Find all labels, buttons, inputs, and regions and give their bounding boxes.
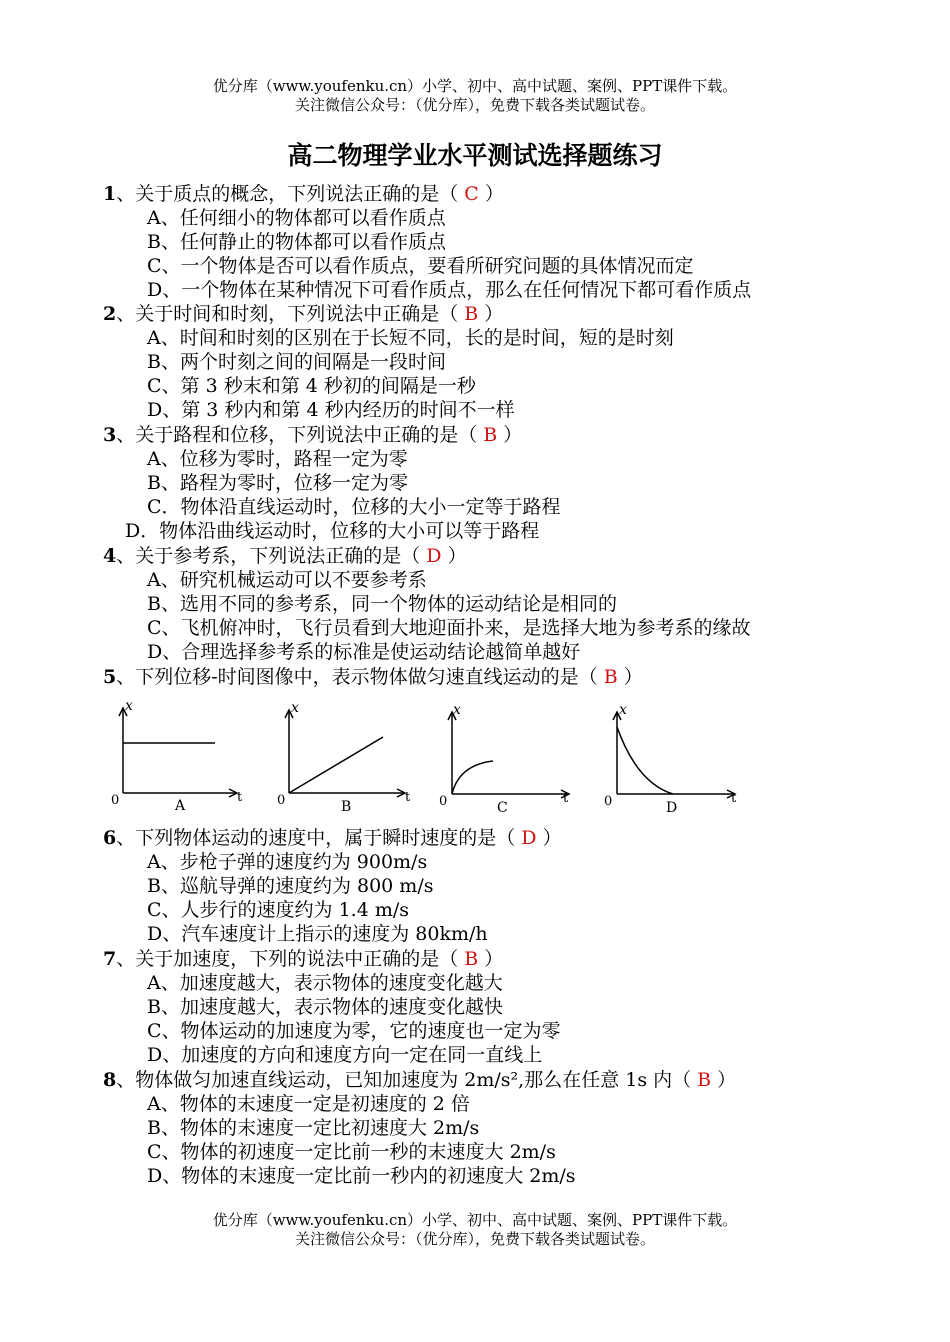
option-2d: D、第 3 秒内和第 4 秒内经历的时间不一样 bbox=[147, 399, 515, 421]
answer-4: D bbox=[426, 545, 442, 567]
graph-d-label: D bbox=[666, 800, 678, 816]
answer-7: B bbox=[464, 948, 479, 970]
graph-a-y-label: x bbox=[125, 698, 133, 714]
option-6c: C、人步行的速度约为 1.4 m/s bbox=[147, 899, 410, 921]
answer-8: B bbox=[697, 1069, 712, 1091]
option-1a: A、任何细小的物体都可以看作质点 bbox=[147, 207, 446, 229]
answer-2: B bbox=[464, 303, 479, 325]
question-5: 5、下列位移-时间图像中，表示物体做匀速直线运动的是（ B ） bbox=[103, 666, 643, 688]
option-8a: A、物体的末速度一定是初速度的 2 倍 bbox=[147, 1093, 470, 1115]
graph-d bbox=[613, 712, 735, 798]
graph-a bbox=[119, 708, 237, 797]
graph-c-label: C bbox=[497, 800, 508, 816]
option-3a: A、位移为零时，路程一定为零 bbox=[147, 448, 408, 470]
graph-c bbox=[448, 712, 569, 798]
graph-c-origin: 0 bbox=[439, 794, 448, 809]
option-4d: D、合理选择参考系的标准是使运动结论越简单越好 bbox=[147, 641, 581, 663]
answer-1: C bbox=[464, 183, 479, 205]
option-4b: B、选用不同的参考系，同一个物体的运动结论是相同的 bbox=[147, 593, 617, 615]
graph-d-y-label: x bbox=[619, 702, 627, 718]
page-title: 高二物理学业水平测试选择题练习 bbox=[287, 141, 663, 170]
graph-d-curve bbox=[617, 727, 673, 794]
header-line-2: 关注微信公众号：（优分库），免费下载各类试题试卷。 bbox=[294, 96, 655, 114]
graph-b-x-label: t bbox=[405, 790, 411, 805]
graph-d-origin: 0 bbox=[604, 794, 613, 809]
option-8c: C、物体的初速度一定比前一秒的末速度大 2m/s bbox=[147, 1141, 556, 1163]
answer-5: B bbox=[603, 666, 618, 688]
graph-b-line bbox=[289, 737, 383, 793]
option-8d: D、物体的末速度一定比前一秒内的初速度大 2m/s bbox=[147, 1165, 576, 1187]
option-6d: D、汽车速度计上指示的速度为 80km/h bbox=[147, 923, 488, 945]
question-2: 2、关于时间和时刻，下列说法中正确是（ B ） bbox=[103, 303, 504, 325]
graph-b bbox=[285, 710, 405, 797]
option-3b: B、路程为零时，位移一定为零 bbox=[147, 472, 408, 494]
question-8: 8、物体做匀加速直线运动，已知加速度为 2m/s²,那么在任意 1s 内（ B ） bbox=[103, 1069, 737, 1091]
question-7: 7、关于加速度，下列的说法中正确的是（ B ） bbox=[103, 948, 504, 970]
option-8b: B、物体的末速度一定比初速度大 2m/s bbox=[147, 1117, 480, 1139]
graph-a-label: A bbox=[175, 798, 186, 814]
answer-6: D bbox=[521, 827, 537, 849]
option-6b: B、巡航导弹的速度约为 800 m/s bbox=[147, 875, 434, 897]
graph-b-label: B bbox=[341, 799, 352, 815]
option-7c: C、物体运动的加速度为零，它的速度也一定为零 bbox=[147, 1020, 561, 1042]
graph-c-curve bbox=[452, 761, 493, 794]
option-2b: B、两个时刻之间的间隔是一段时间 bbox=[147, 351, 446, 373]
question-3: 3、关于路程和位移，下列说法中正确的是（ B ） bbox=[103, 424, 523, 446]
graph-b-y-label: x bbox=[291, 700, 299, 716]
graph-a-origin: 0 bbox=[111, 793, 120, 808]
xt-graphs-svg bbox=[103, 697, 753, 827]
graph-a-x-label: t bbox=[237, 790, 243, 805]
option-1c: C、一个物体是否可以看作质点，要看所研究问题的具体情况而定 bbox=[147, 255, 694, 277]
graph-c-x-label: t bbox=[563, 791, 569, 806]
option-2c: C、第 3 秒末和第 4 秒初的间隔是一秒 bbox=[147, 375, 476, 397]
option-4a: A、研究机械运动可以不要参考系 bbox=[147, 569, 427, 591]
page-header bbox=[0, 77, 950, 115]
option-7d: D、加速度的方向和速度方向一定在同一直线上 bbox=[147, 1044, 543, 1066]
xt-graphs bbox=[103, 697, 753, 827]
footer-line-1: 优分库（www.youfenku.cn）小学、初中、高中试题、案例、PPT课件下载。 bbox=[212, 1211, 738, 1229]
option-3c: C．物体沿直线运动时，位移的大小一定等于路程 bbox=[147, 496, 561, 518]
graph-d-x-label: t bbox=[731, 791, 737, 806]
answer-3: B bbox=[483, 424, 498, 446]
option-1d: D、一个物体在某种情况下可看作质点，那么在任何情况下都可看作质点 bbox=[147, 279, 752, 301]
page-footer bbox=[0, 1211, 950, 1249]
option-2a: A、时间和时刻的区别在于长短不同，长的是时间，短的是时刻 bbox=[147, 327, 674, 349]
option-7b: B、加速度越大，表示物体的速度变化越快 bbox=[147, 996, 503, 1018]
graph-c-y-label: x bbox=[453, 702, 461, 718]
header-line-1: 优分库（www.youfenku.cn）小学、初中、高中试题、案例、PPT课件下载。 bbox=[212, 77, 738, 95]
footer-line-2: 关注微信公众号：（优分库），免费下载各类试题试卷。 bbox=[294, 1230, 655, 1248]
option-1b: B、任何静止的物体都可以看作质点 bbox=[147, 231, 446, 253]
question-1: 1、关于质点的概念，下列说法正确的是（ C ） bbox=[103, 183, 504, 205]
option-7a: A、加速度越大，表示物体的速度变化越大 bbox=[147, 972, 503, 994]
option-4c: C、飞机俯冲时，飞行员看到大地迎面扑来，是选择大地为参考系的缘故 bbox=[147, 617, 751, 639]
question-4: 4、关于参考系，下列说法正确的是（ D ） bbox=[103, 545, 467, 567]
question-6: 6、下列物体运动的速度中，属于瞬时速度的是（ D ） bbox=[103, 827, 562, 849]
option-3d: D．物体沿曲线运动时，位移的大小可以等于路程 bbox=[125, 520, 540, 542]
option-6a: A、步枪子弹的速度约为 900m/s bbox=[147, 851, 428, 873]
graph-b-origin: 0 bbox=[277, 793, 286, 808]
